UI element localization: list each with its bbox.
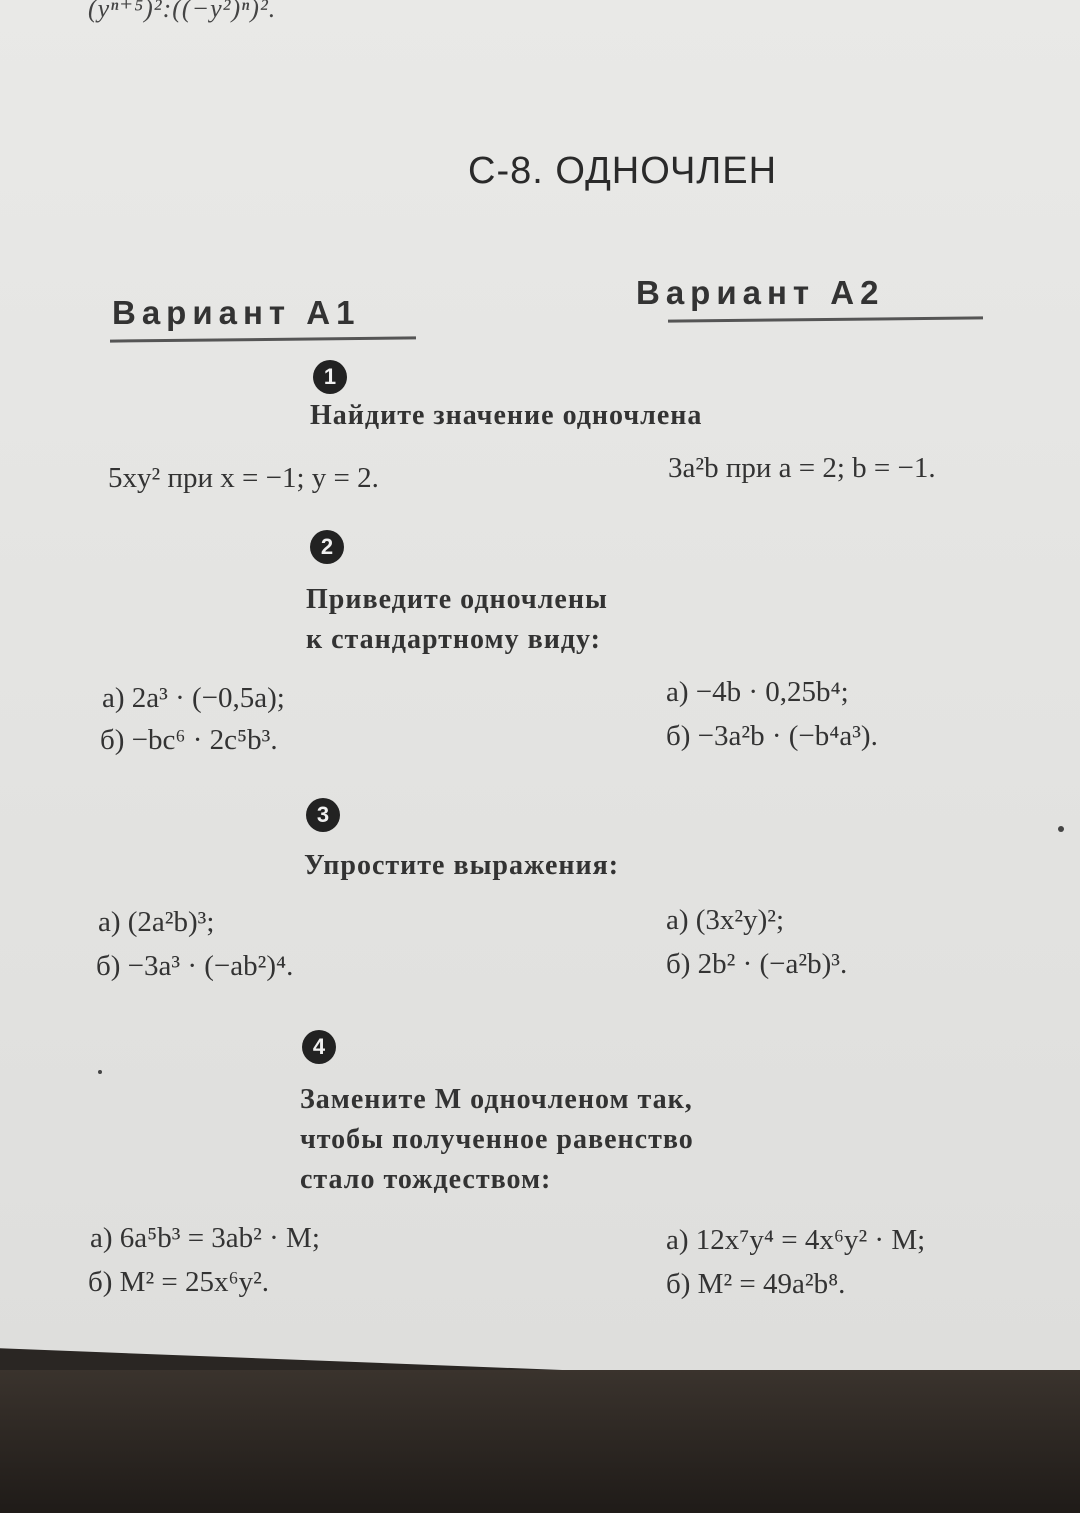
task-4-a2-item-a: а) 12x⁷y⁴ = 4x⁶y² · M; (666, 1224, 926, 1256)
task-2-instruction: Приведите одночлены к стандартному виду: (306, 584, 608, 655)
task-4-number-badge: 4 (302, 1030, 336, 1064)
page-title: С-8. ОДНОЧЛЕН (468, 150, 778, 192)
task-3-number-badge: 3 (306, 798, 340, 832)
task-2-a2-item-a: а) −4b · 0,25b⁴; (666, 676, 849, 708)
task-3-a1-item-a: а) (2a²b)³; (98, 906, 215, 938)
task-1-a1-expression: 5xy² при x = −1; y = 2. (108, 462, 379, 494)
task-4-instruction: Замените M одночленом так, чтобы полученное равенство стало тождеством: (300, 1084, 694, 1195)
task-2-number-badge: 2 (310, 530, 344, 564)
task-1-a2-expression: 3a²b при a = 2; b = −1. (668, 452, 936, 484)
task-1-instruction: Найдите значение одночлена (310, 400, 703, 431)
table-background (0, 1370, 1080, 1513)
task-4-a2-item-b: б) M² = 49a²b⁸. (666, 1268, 846, 1300)
task-3-instruction: Упростите выражения: (304, 850, 620, 881)
task-3-a2-item-b: б) 2b² · (−a²b)³. (666, 948, 848, 980)
variant-a1-heading: Вариант А1 (112, 294, 361, 331)
task-1-number-badge: 1 (313, 360, 347, 394)
task-3-a1-item-b: б) −3a³ · (−ab²)⁴. (96, 950, 294, 982)
task-4-a1-item-b: б) M² = 25x⁶y². (88, 1266, 270, 1298)
task-4-a1-item-a: а) 6a⁵b³ = 3ab² · M; (90, 1222, 320, 1254)
previous-exercise-fragment: (yⁿ⁺⁵)²:((−y²)ⁿ)². (88, 0, 277, 23)
task-2-a1-item-a: а) 2a³ · (−0,5a); (102, 682, 285, 714)
paper-speck (1058, 826, 1064, 832)
paper-speck (98, 1070, 102, 1074)
task-2-a2-item-b: б) −3a²b · (−b⁴a³). (666, 720, 878, 752)
variant-a2-heading: Вариант А2 (636, 274, 885, 311)
task-3-a2-item-a: а) (3x²y)²; (666, 904, 785, 936)
task-2-a1-item-b: б) −bc⁶ · 2c⁵b³. (100, 724, 278, 756)
